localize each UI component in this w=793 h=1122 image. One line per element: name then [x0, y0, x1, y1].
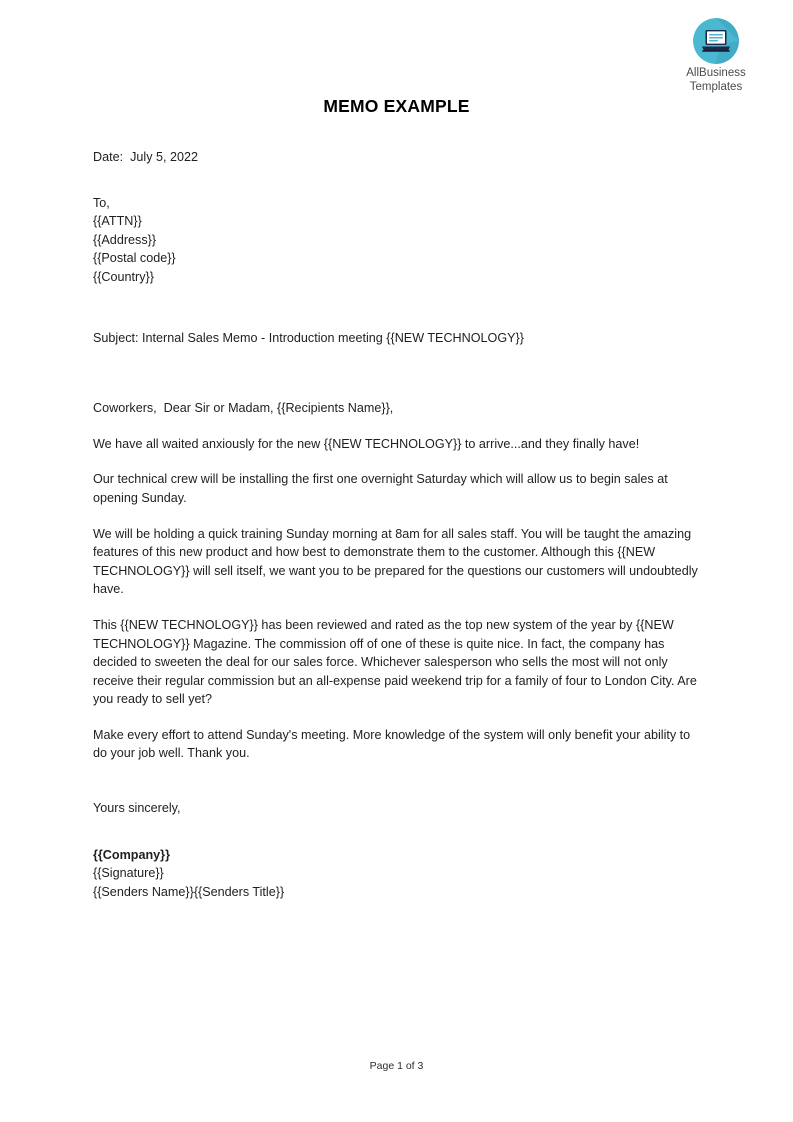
- date-label: Date:: [93, 150, 124, 164]
- spacer-before-closing: [93, 763, 699, 799]
- laptop-icon: [693, 18, 739, 64]
- spacer-before-subject: [93, 287, 699, 329]
- spacer-5: [93, 709, 699, 726]
- recipient-country: {{Country}}: [93, 269, 154, 284]
- date-line: [93, 148, 699, 167]
- signature-sender: {{Senders Name}}{{Senders Title}}: [93, 884, 285, 899]
- logo-text-line2: Templates: [689, 80, 743, 93]
- spacer-1: [93, 418, 699, 435]
- spacer-3: [93, 508, 699, 525]
- body-paragraph-5: Make every effort to attend Sunday's meeting. More knowledge of the system will only benefit your ability to do your job well. Thank you.: [93, 727, 691, 761]
- body-paragraph-3: We will be holding a quick training Sunday morning at 8am for all sales staff. You will be taught the amazing features of this new product and how best to demonstrate them to the customer. Although this {{NEW TECHNOLOGY}} will sell itself, we want you to be prepared for the questions our customers will undoubtedly have.: [93, 526, 698, 597]
- date-value: July 5, 2022: [130, 150, 199, 164]
- spacer-2: [93, 453, 699, 470]
- body-paragraph-1: We have all waited anxiously for the new {{NEW TECHNOLOGY}} to arrive...and they finally have!: [93, 436, 640, 451]
- subject-line: Subject: Internal Sales Memo - Introduction meeting {{NEW TECHNOLOGY}}: [93, 330, 524, 345]
- signature-company: {{Company}}: [93, 847, 170, 862]
- logo-wordmark: [666, 67, 766, 94]
- signature-block: [93, 846, 699, 902]
- spacer-before-address: [93, 167, 699, 194]
- recipient-block: [93, 194, 699, 287]
- page-footer: Page 1 of 3: [369, 1060, 424, 1072]
- greeting-line: Coworkers, Dear Sir or Madam, {{Recipients Name}},: [93, 401, 394, 416]
- page-title: MEMO EXAMPLE: [323, 96, 470, 116]
- spacer-4: [93, 599, 699, 616]
- spacer-before-greeting: [93, 347, 699, 399]
- recipient-postal-code: {{Postal code}}: [93, 251, 176, 266]
- closing-line: Yours sincerely,: [93, 801, 181, 816]
- brand-logo: [666, 18, 766, 94]
- signature-placeholder: {{Signature}}: [93, 866, 164, 881]
- body-paragraph-4: This {{NEW TECHNOLOGY}} has been reviewed and rated as the top new system of the year by {{NEW TECHNOLOGY}} Magazine. The commission off of one of these is quite nice. In fact, the company has decided to sweeten the deal for our sales force. Whichever salesperson who sells the most will not only receive their regular commission but an all-expense paid weekend trip for a family of four to London City. Are you ready to sell yet?: [93, 617, 697, 707]
- spacer-before-signature: [93, 818, 699, 846]
- logo-text-line1: AllBusiness: [686, 67, 746, 79]
- recipient-address: {{Address}}: [93, 232, 157, 247]
- document-body: [93, 148, 699, 901]
- to-label: To,: [93, 195, 110, 210]
- body-paragraph-2: Our technical crew will be installing the first one overnight Saturday which will allow us to begin sales at opening Sunday.: [93, 472, 668, 505]
- recipient-attn: {{ATTN}}: [93, 214, 142, 229]
